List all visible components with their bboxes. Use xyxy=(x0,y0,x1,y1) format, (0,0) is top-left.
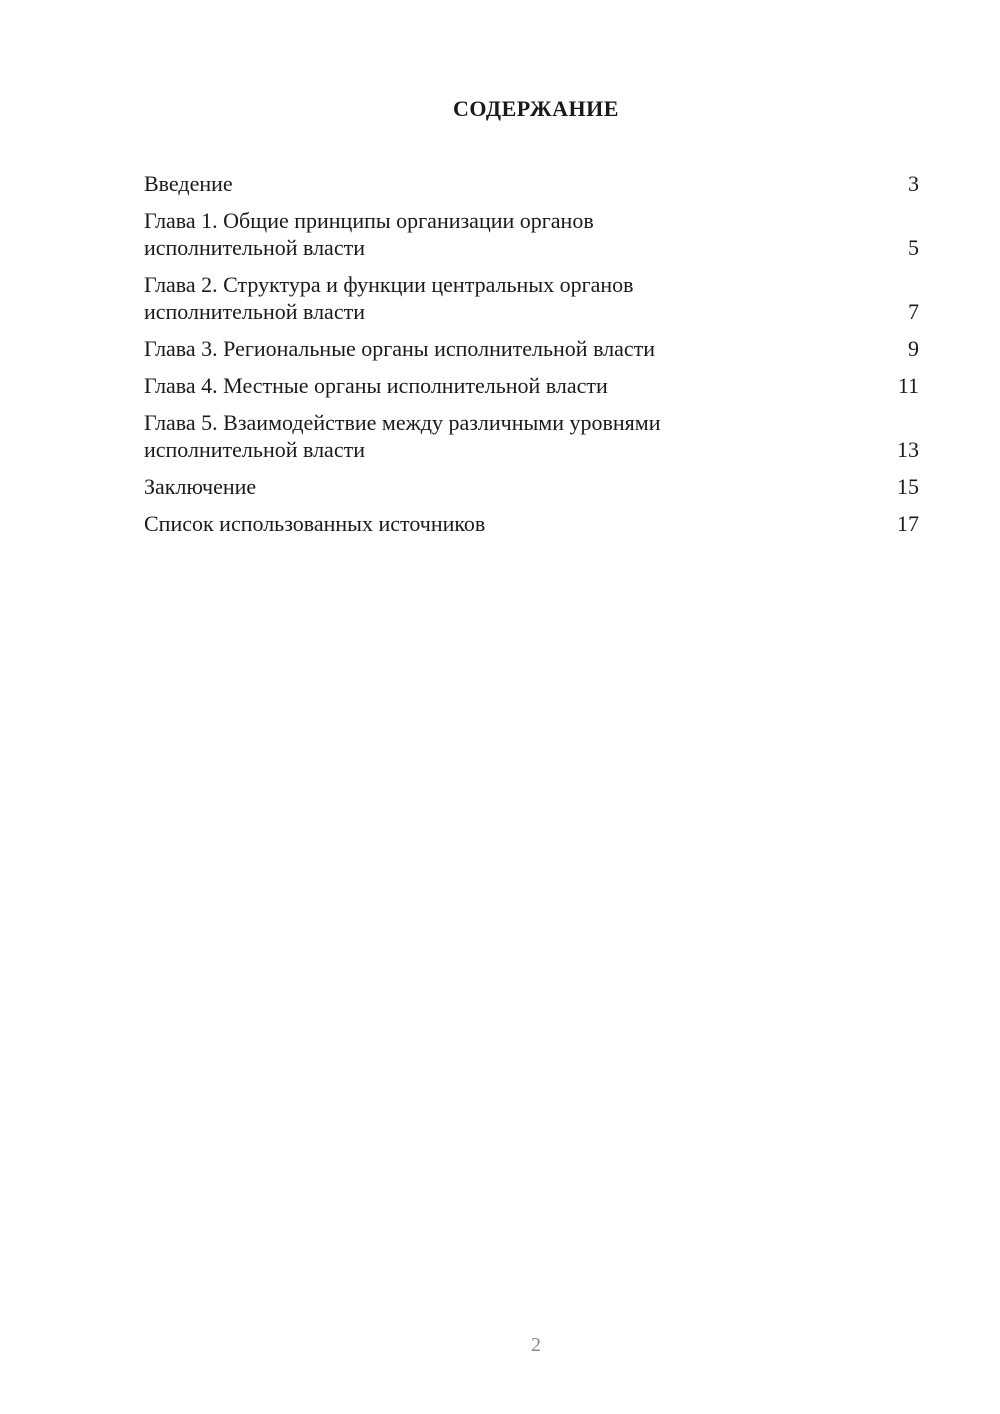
toc-entry xyxy=(144,510,919,537)
toc-entry-label: Глава 4. Местные органы исполнительной власти xyxy=(144,373,608,398)
toc-entry xyxy=(144,409,919,463)
toc-entry-label: Глава 3. Региональные органы исполнительной власти xyxy=(144,336,656,361)
toc-entry-label: Глава 2. Структура и функции центральных органов исполнительной власти xyxy=(144,272,634,324)
toc-entry-label: Заключение xyxy=(144,474,257,499)
toc-entry-page: 11 xyxy=(897,373,919,398)
page-title: СОДЕРЖАНИЕ xyxy=(453,96,619,121)
toc-entry-page: 15 xyxy=(897,474,919,499)
toc-entry xyxy=(144,473,919,500)
toc-entry-page: 7 xyxy=(908,299,919,324)
toc-entry xyxy=(144,207,919,261)
toc-entry-label: Глава 1. Общие принципы организации органов исполнительной власти xyxy=(144,208,594,260)
toc-entry xyxy=(144,372,919,399)
page-number: 2 xyxy=(531,1334,541,1356)
toc-entry xyxy=(144,170,919,197)
toc-entry-page: 13 xyxy=(897,437,919,462)
toc-entry-label: Введение xyxy=(144,171,233,196)
table-of-contents xyxy=(144,170,919,547)
toc-entry xyxy=(144,271,919,325)
toc-entry-page: 9 xyxy=(908,336,919,361)
toc-entry-label: Глава 5. Взаимодействие между различными уровнями исполнительной власти xyxy=(144,410,661,462)
toc-entry-page: 3 xyxy=(908,171,919,196)
toc-entry-label: Список использованных источников xyxy=(144,511,486,536)
toc-entry-page: 17 xyxy=(897,511,919,536)
toc-entry xyxy=(144,335,919,362)
toc-entry-page: 5 xyxy=(908,235,919,260)
